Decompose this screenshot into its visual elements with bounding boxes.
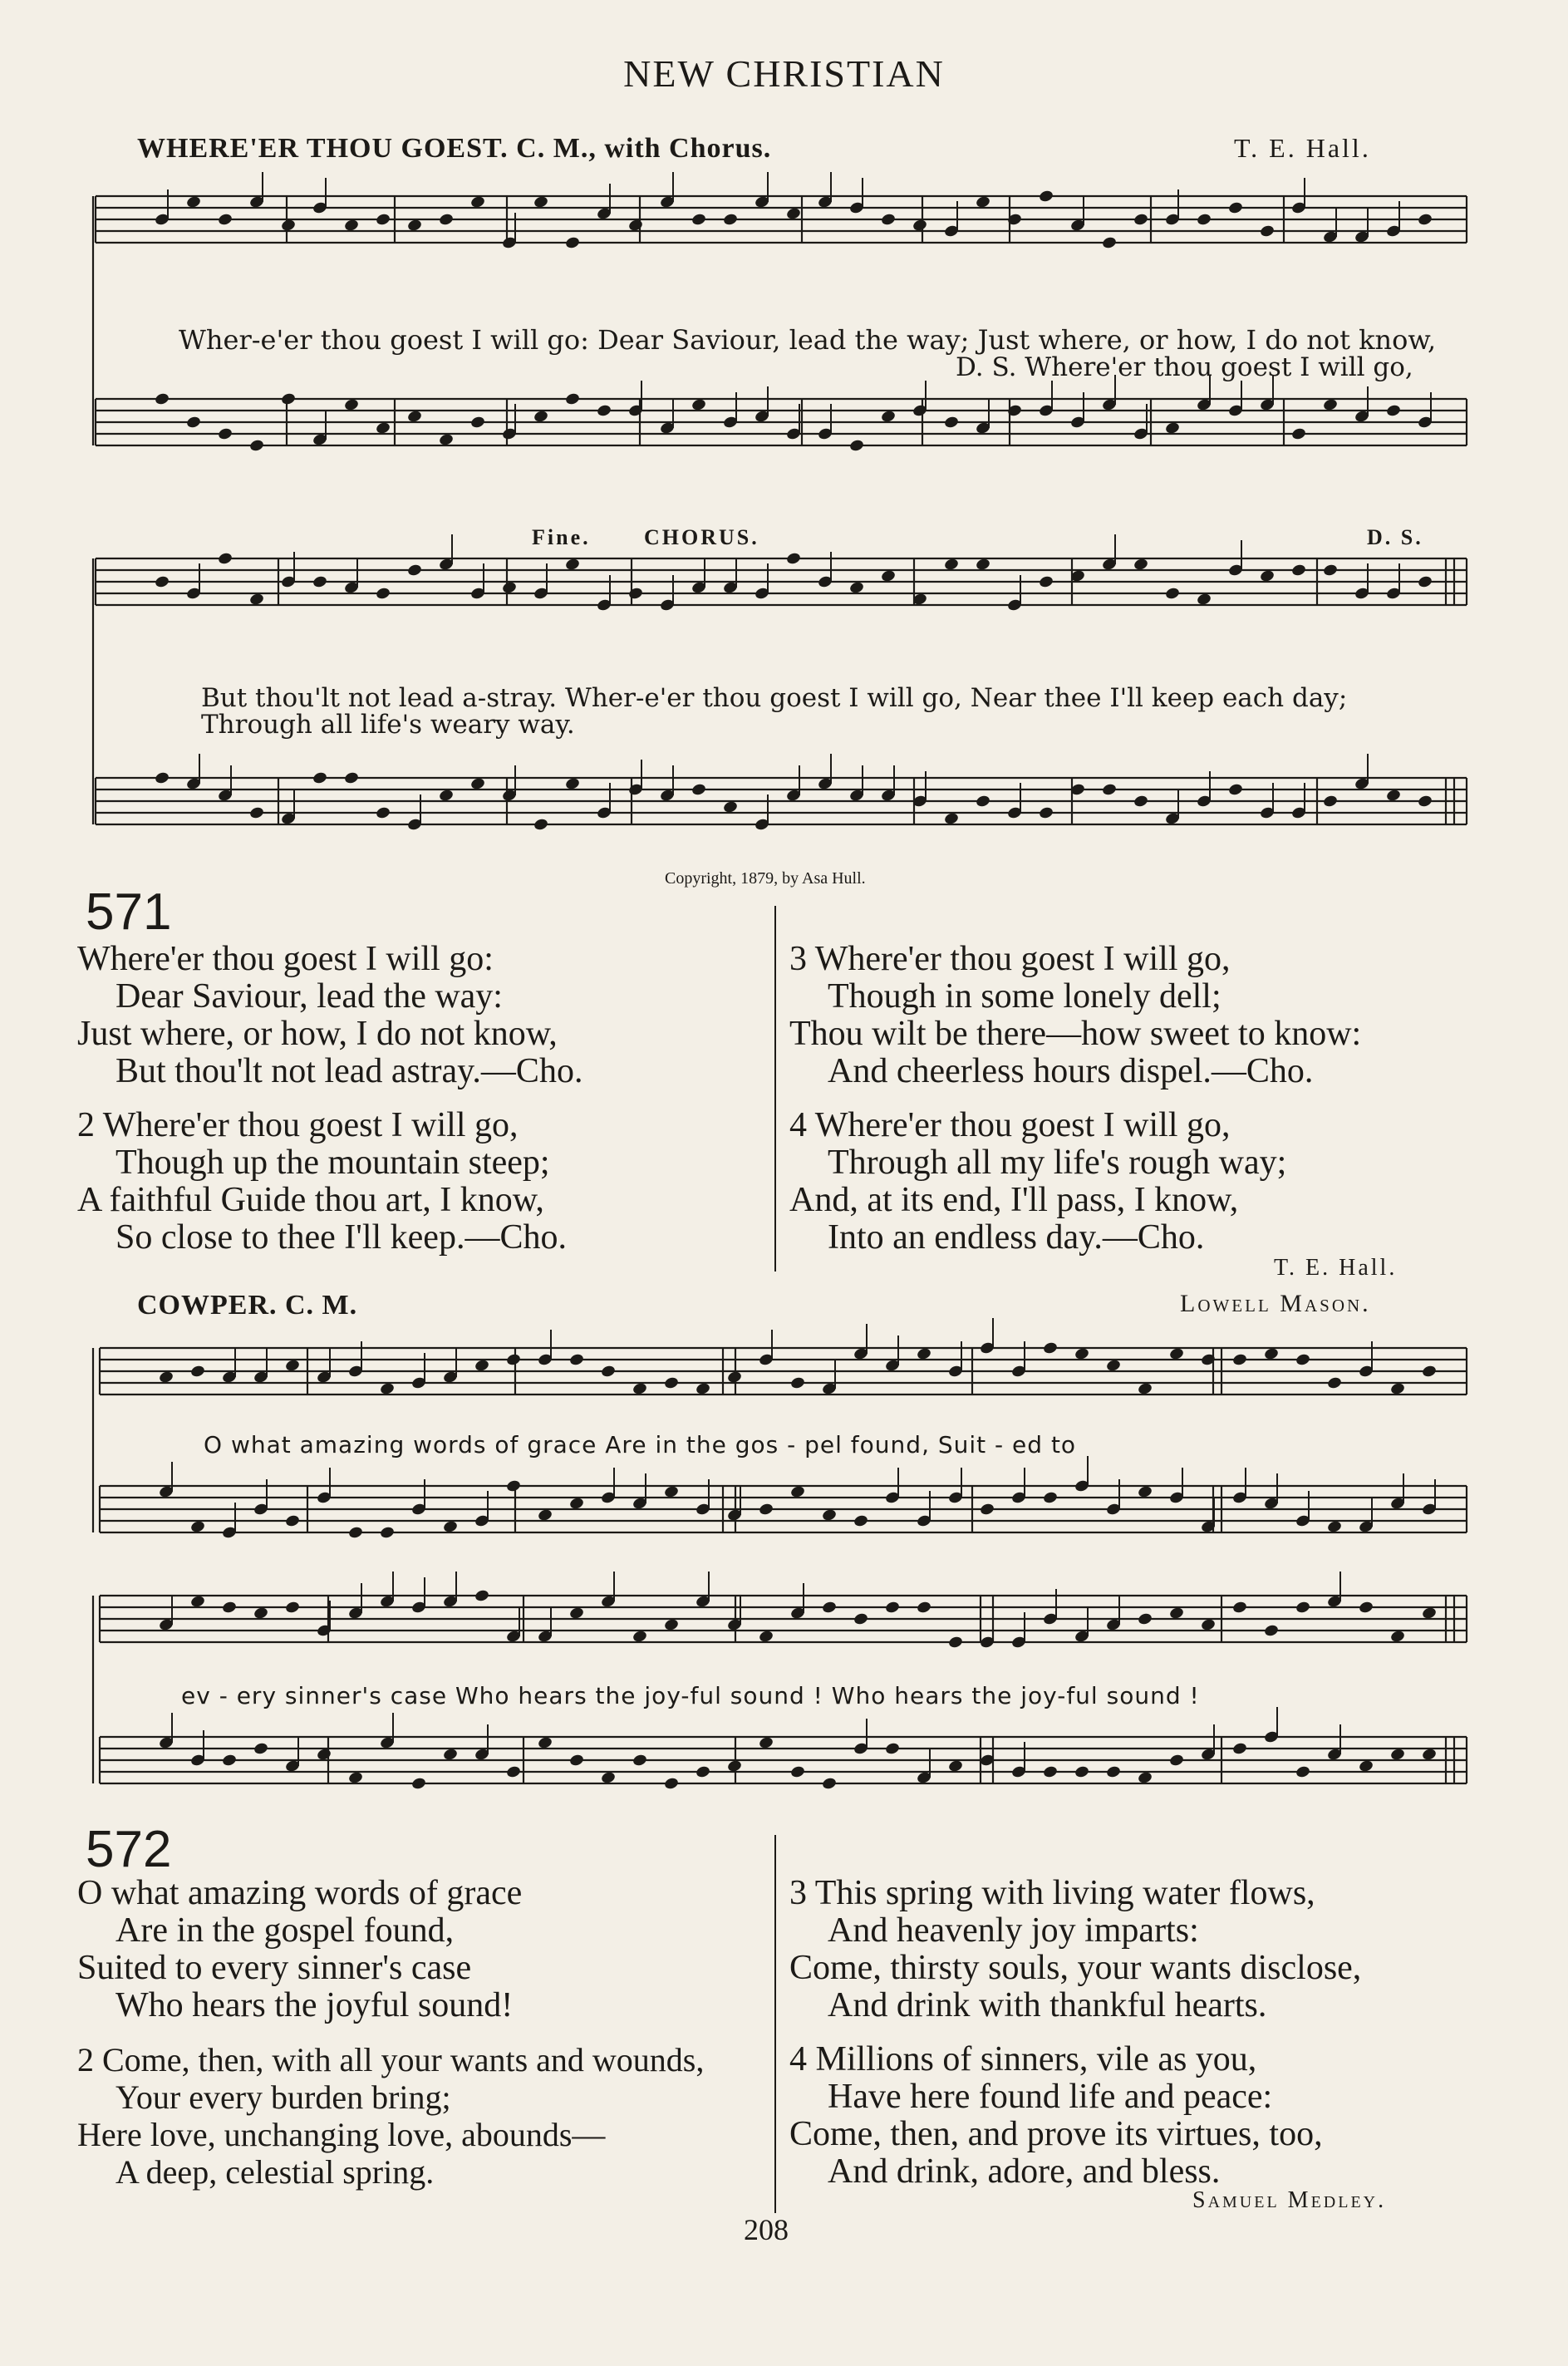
note-head [1290,563,1306,578]
note-head [821,1601,837,1615]
note-head [1200,1618,1216,1632]
note-head [469,195,485,209]
note-head [154,575,170,589]
verse-line: Suited to every sinner's case [77,1949,472,1987]
note-head [880,213,896,227]
note-head [284,1601,300,1615]
note-head [722,213,738,227]
note-head [312,771,327,785]
note-head [1231,1742,1247,1756]
note-head [1133,558,1148,572]
verse-line: Are in the gospel found, [116,1911,455,1950]
note-head [248,593,264,607]
note-head [1042,1491,1058,1505]
note-head [916,1601,931,1615]
note-head [853,1612,868,1626]
note-head [1322,398,1338,412]
note-head [1385,404,1401,418]
note-head [663,1485,679,1499]
hymn571-verse-3 [789,941,1361,1090]
note-head [632,1754,647,1768]
note-head [189,1520,205,1534]
note-head [975,195,990,209]
note-head [568,1754,584,1768]
note-head [564,236,580,250]
verse-line: Into an endless day.—Cho. [828,1218,1205,1257]
note-head [248,439,264,453]
note-head [1295,1765,1310,1779]
tune-title: COWPER. C. M. [137,1290,358,1321]
note-head [627,587,643,601]
hymn-number-571: 571 [86,883,172,941]
note-head [1389,1630,1405,1644]
note-head [632,1630,647,1644]
verse-line: Though up the mountain steep; [116,1144,550,1182]
note-head [284,1359,300,1373]
note-head [663,1618,679,1632]
note-head [1227,783,1243,797]
note-head [438,213,454,227]
note-head [343,398,359,412]
note-head [848,439,864,453]
column-divider [774,1835,776,2213]
note-head [406,219,422,233]
note-head [1326,1520,1342,1534]
note-head [1322,563,1338,578]
note-head [316,1748,332,1762]
verse-line: 3 Where'er thou goest I will go, [789,940,1231,978]
verse-line: Where'er thou goest I will go: [77,940,494,978]
note-head [884,1601,900,1615]
note-head [758,1503,774,1517]
note-head [1105,1765,1121,1779]
note-head [1417,794,1433,809]
verse-line: O what amazing words of grace [77,1874,523,1912]
note-head [1295,1353,1310,1367]
note-head [217,552,233,566]
note-head [1137,1382,1153,1396]
note-head [1038,189,1054,204]
note-head [501,581,517,595]
note-head [1326,1376,1342,1390]
note-head [469,416,485,430]
score-lyric-line-1: Wher-e'er thou goest I will go: Dear Saviour, lead the way; Just where, or how, I do not know, [179,324,1437,356]
verse-line: 4 Millions of sinners, vile as you, [789,2040,1257,2078]
note-head [564,392,580,406]
note-head [1042,1341,1058,1355]
hymn572-verse-1 [77,1875,522,2024]
note-head [1417,575,1433,589]
note-head [533,410,548,424]
verse-line: But thou'lt not lead astray.—Cho. [116,1052,583,1090]
note-head [947,1636,963,1650]
note-head [568,1497,584,1511]
note-head [1101,783,1117,797]
note-head [1421,1606,1437,1621]
verse-line: Though in some lonely dell; [828,977,1221,1016]
note-head [375,213,391,227]
score-lyric-line-2b: Through all life's weary way. [201,710,575,740]
note-head [1101,236,1117,250]
note-head [979,1503,995,1517]
note-head [1290,427,1306,441]
note-head [726,1370,742,1385]
note-head [880,410,896,424]
note-head [1263,1624,1279,1638]
verse-line: Through all my life's rough way; [828,1144,1287,1182]
note-head [1164,587,1180,601]
note-head [1137,1771,1153,1785]
note-head [537,1736,553,1750]
note-head [1259,569,1275,583]
hymn571-verse-4 [789,1107,1286,1257]
verse-line: Just where, or how, I do not know, [77,1015,558,1053]
verse-line: 2 Come, then, with all your wants and wounds, [77,2041,705,2078]
note-head [1421,1365,1437,1379]
note-head [474,1359,489,1373]
note-head [1168,1347,1184,1361]
note-head [284,1514,300,1528]
note-head [253,1742,268,1756]
note-head [632,1382,647,1396]
hymn-number-572: 572 [86,1821,172,1878]
note-head [185,416,201,430]
verse-line: Come, thirsty souls, your wants disclose, [789,1949,1362,1987]
note-head [1105,1359,1121,1373]
note-head [912,219,927,233]
note-head [564,558,580,572]
verse-line: A faithful Guide thou art, I know, [77,1181,544,1219]
note-head [695,1382,710,1396]
page-number: 208 [744,2213,789,2246]
note-head [1227,201,1243,215]
note-head [280,219,296,233]
hymn571-verse-2 [77,1107,567,1257]
note-head [1385,789,1401,803]
note-head [1389,1748,1405,1762]
score-lyric-line-2: But thou'lt not lead a-stray. Wher-e'er thou goest I will go, Near thee I'll keep each day; [201,683,1348,713]
note-head [343,771,359,785]
verse-line: Have here found life and peace: [828,2078,1273,2116]
note-head [758,1736,774,1750]
note-head [758,1630,774,1644]
note-head [533,195,548,209]
note-head [1074,1347,1089,1361]
note-head [943,812,959,826]
hymn572-verse-2 [77,2041,704,2191]
note-head [564,777,580,791]
note-head [975,794,990,809]
score-lyric-line-2: ev - ery sinner's case Who hears the joy-ful sound ! Who hears the joy-ful sound ! [181,1682,1200,1709]
note-head [189,1595,205,1609]
verse-line: Your every burden bring; [116,2078,451,2116]
note-head [438,433,454,447]
verse-line: So close to thee I'll keep.—Cho. [116,1218,567,1257]
note-head [975,558,990,572]
note-head [406,563,422,578]
note-head [185,195,201,209]
note-head [880,569,896,583]
note-head [1038,575,1054,589]
note-head [821,1777,837,1791]
verse-line: A deep, celestial spring. [116,2153,435,2191]
note-head [343,219,359,233]
column-divider [774,906,776,1272]
verse-line: And, at its end, I'll pass, I know, [789,1181,1239,1219]
hymn571-verse-1 [77,941,582,1090]
verse-line: Dear Saviour, lead the way: [116,977,503,1016]
note-head [1196,593,1212,607]
note-head [347,1771,363,1785]
note-head [789,1765,805,1779]
hymn571-author: T. E. Hall. [1274,1255,1398,1281]
copyright-note: Copyright, 1879, by Asa Hull. [665,869,866,888]
note-head [1038,806,1054,820]
note-head [789,1485,805,1499]
note-head [1231,1353,1247,1367]
note-head [253,1606,268,1621]
note-head [347,1526,363,1540]
note-head [221,1601,237,1615]
note-head [785,552,801,566]
note-head [691,783,706,797]
note-head [663,1376,679,1390]
verse-line: Thou wilt be there—how sweet to know: [789,1015,1362,1053]
note-head [280,392,296,406]
hymn572-verse-3 [789,1875,1361,2024]
note-head [916,1347,931,1361]
note-head [410,1777,426,1791]
verse-line: And drink, adore, and bless. [828,2152,1221,2191]
note-head [1164,421,1180,435]
note-head [537,1508,553,1522]
verse-line: Here love, unchanging love, abounds— [77,2116,606,2153]
note-head [1259,224,1275,239]
note-head [691,213,706,227]
running-head: NEW CHRISTIAN [623,52,945,95]
note-head [568,1606,584,1621]
note-head [158,1370,174,1385]
note-head [853,1514,868,1528]
hymn572-verse-4 [789,2041,1323,2191]
verse-line: Who hears the joyful sound! [116,1986,514,2024]
note-head [1263,1347,1279,1361]
note-head [695,1765,710,1779]
note-head [438,789,454,803]
note-head [379,1382,395,1396]
verse-line: Come, then, and prove its virtues, too, [789,2115,1323,2153]
note-head [1295,1601,1310,1615]
note-head [154,771,170,785]
note-head [1137,1485,1153,1499]
note-head [1168,1754,1184,1768]
note-head [505,1765,521,1779]
note-head [691,398,706,412]
note-head [221,1754,237,1768]
note-head [1042,1765,1058,1779]
note-head [821,1508,837,1522]
note-head [785,207,801,221]
note-head [474,1589,489,1603]
note-head [726,1759,742,1773]
chorus-marker: CHORUS. [644,525,759,549]
note-head [1137,1612,1153,1626]
note-head [248,806,264,820]
note-head [1417,213,1433,227]
verse-line: 4 Where'er thou goest I will go, [789,1106,1231,1144]
note-head [663,1777,679,1791]
note-head [375,806,391,820]
note-head [375,421,391,435]
note-head [1168,1606,1184,1621]
note-head [1231,1601,1247,1615]
note-head [596,404,612,418]
note-head [600,1771,616,1785]
tune-composer: T. E. Hall. [1234,133,1371,163]
note-head [217,427,233,441]
note-head [1358,1759,1374,1773]
note-head [943,558,959,572]
note-head [947,1759,963,1773]
note-head [154,392,170,406]
note-head [568,1353,584,1367]
note-head [217,213,233,227]
note-head [533,818,548,832]
fine-marker: Fine. [532,525,591,549]
verse-line: 2 Where'er thou goest I will go, [77,1106,519,1144]
note-head [1421,1748,1437,1762]
note-head [1322,794,1338,809]
tune-title: WHERE'ER THOU GOEST. C. M., with Chorus. [137,133,772,164]
score-ds-line: D. S. Where'er thou goest I will go, [956,352,1413,382]
note-head [1074,1765,1089,1779]
note-head [1389,1382,1405,1396]
note-head [1133,213,1148,227]
ds-marker: D. S. [1367,525,1423,549]
note-head [884,1742,900,1756]
note-head [442,1520,458,1534]
note-head [789,1376,805,1390]
note-head [375,587,391,601]
note-head [469,777,485,791]
note-head [505,1353,521,1367]
note-head [1133,794,1148,809]
note-head [312,575,327,589]
verse-line: And heavenly joy imparts: [828,1911,1199,1950]
note-head [1358,1601,1374,1615]
note-head [600,1365,616,1379]
note-head [943,416,959,430]
note-head [848,581,864,595]
score-lyric-line-1: O what amazing words of grace Are in the gos - pel found, Suit - ed to [204,1431,1077,1458]
tune-composer: Lowell Mason. [1180,1290,1371,1317]
note-head [627,219,643,233]
note-head [442,1748,458,1762]
note-head [722,800,738,814]
note-head [189,1365,205,1379]
note-head [1196,213,1212,227]
note-head [505,1479,521,1493]
note-head [379,1526,395,1540]
hymn572-author: Samuel Medley. [1192,2187,1387,2213]
note-head [406,410,422,424]
verse-line: And cheerless hours dispel.—Cho. [828,1052,1314,1090]
verse-line: 3 This spring with living water flows, [789,1874,1315,1912]
verse-line: And drink with thankful hearts. [828,1986,1267,2024]
